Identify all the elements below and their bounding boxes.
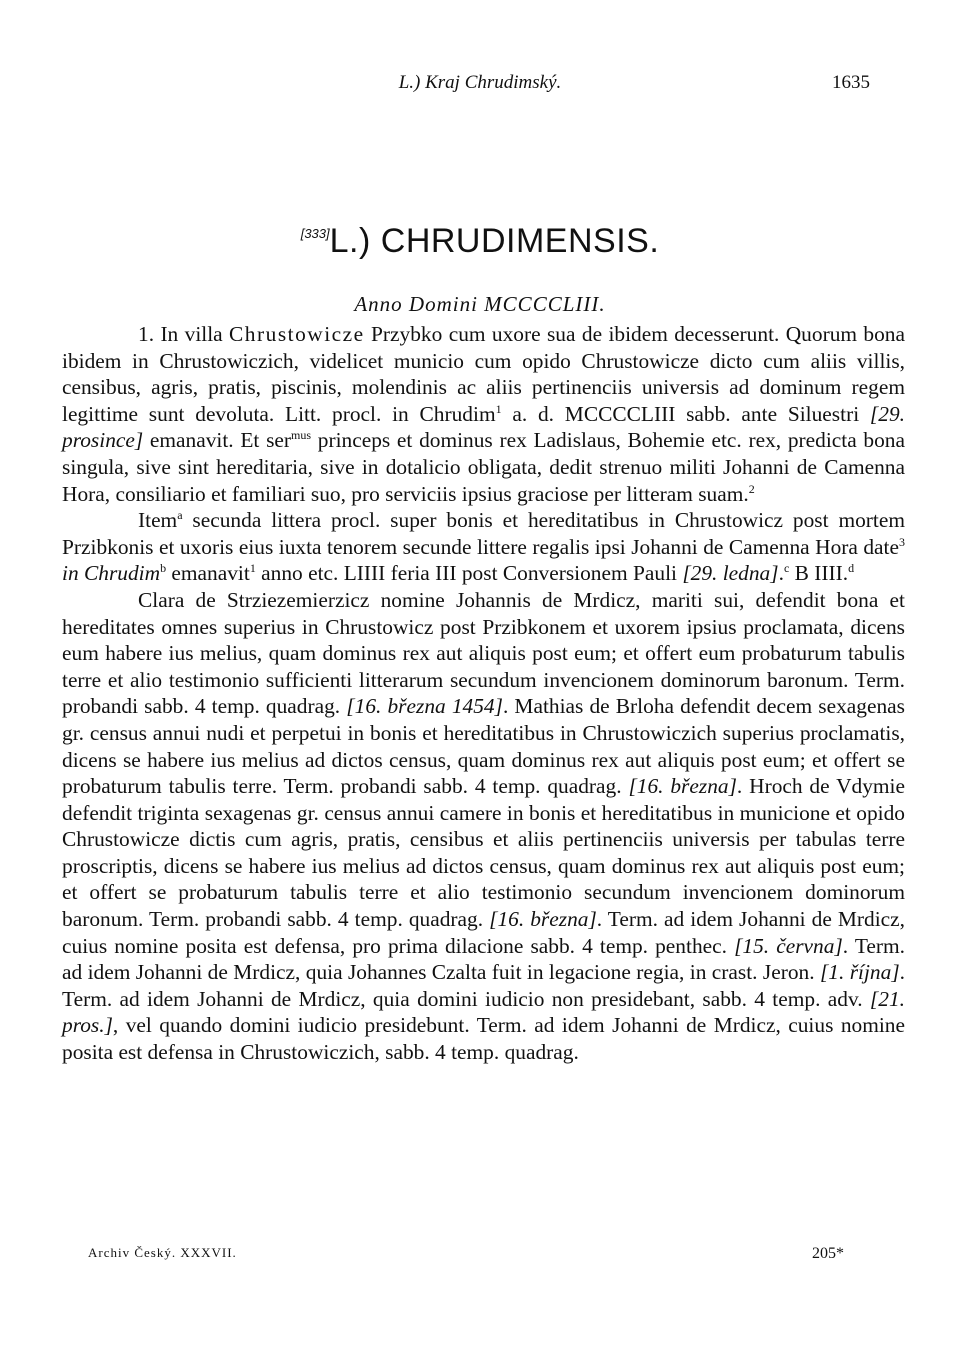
footnote-ref: d bbox=[848, 561, 855, 576]
subtitle: Anno Domini MCCCCLIII. bbox=[354, 292, 606, 316]
entry-number: 1. bbox=[138, 322, 155, 346]
document-body bbox=[62, 321, 905, 1066]
page-footer bbox=[0, 1245, 960, 1265]
paragraph-3: Clara de Strziezemierzicz nomine Johannis de Mrdicz, mariti sui, defendit bona et hereditates omnes superius in Chrustowicz post Przibkonem et uxorem ipsius proclamata, dicens eum habere ius melius, quam dominus rex aut aliquis post eum; et offert eum probaturum tabulis terre et alio testimonio sufficienti litterarum secundum invencionem dominorum baronum. Term. probandi sabb. 4 temp. quadrag. [16. března 1454]. Mathias de Brloha defendit decem sexagenas gr. census annui nudi et perpetui in bonis et hereditatibus in Chrustowiczich superius proclamatis, dicens se habere ius melius ad dictos census, quam dominus rex aut aliquis post eum; et offert se probaturum tabulis terre. Term. probandi sabb. 4 temp. quadrag. [16. března]. Hroch de Vdymie defendit triginta sexagenas gr. census annui camere in bonis et hereditatibus in municione et opido Chrustowicze dictis cum agris, pratis, censibus et aliis pertinenciis universis per tabulas terre proscriptis, dicens se habere ius melius ad dictos census, quam dominus rex aut aliquis post eum; et offert se probaturum tabulis terre et alio testimonio secundum invencionem dominorum baronum. Term. probandi sabb. 4 temp. quadrag. [16. března]. Term. ad idem Johanni de Mrdicz, cuius nomine posita est defensa, pro prima dilacione sabb. 4 temp. penthec. [15. června]. Term. ad idem Johanni de Mrdicz, quia Johannes Czalta fuit in legacione regia, in crast. Jeron. [1. října]. Term. ad idem Johanni de Mrdicz, quia domini iudicio non presidebant, sabb. 4 temp. adv. [21. pros.], vel quando domini iudicio presidebunt. Term. ad idem Johanni de Mrdicz, cuius nomine posita est defensa in Chrustowiczich, sabb. 4 temp. quadrag. bbox=[62, 587, 906, 1065]
section-title bbox=[0, 222, 960, 261]
footnote-ref: b bbox=[160, 561, 167, 576]
signature-mark: 205* bbox=[812, 1245, 844, 1262]
date-note: [1. října] bbox=[819, 960, 900, 985]
footnote-ref: 3 bbox=[899, 534, 905, 549]
page-number: 1635 bbox=[832, 72, 870, 93]
title-reference: [333] bbox=[300, 226, 330, 241]
running-head bbox=[0, 72, 960, 96]
date-note: [16. března] bbox=[489, 907, 597, 932]
date-note: [21. pros.] bbox=[62, 986, 905, 1038]
title-text: L.) CHRUDIMENSIS. bbox=[329, 222, 660, 260]
footnote-ref: 2 bbox=[748, 481, 755, 496]
paragraph-1: 1. In villa Chrustowicze Przybko cum uxore sua de ibidem decesserunt. Quorum bona ibidem in Chrustowiczich, videlicet municio cum opido Chrustowicze dicto cum aliis villis, censibus, agris, pratis, piscinis, molendinis ac aliis pertinenciis universis ad dominum regem legittime sunt devoluta. Litt. procl. in Chrudim$^1$ a. d. MCCCCLIII sabb. ante Siluestri [29. prosince] emanavit. Et ser$^{mus}$ princeps et dominus rex Ladislaus, Bohemie etc. rex, predicta bona singula, sive sint hereditaria, sive in dotalicio obligata, dedit strenuo militi Johanni de Camenna Hora, consiliario et familiari suo, pro serviciis ipsius graciose per litteram suam.$^2$ bbox=[62, 322, 905, 506]
date-note: [16. března 1454] bbox=[346, 694, 503, 719]
footnote-ref: 1 bbox=[249, 561, 256, 576]
place-name: Chrustowicze bbox=[229, 322, 365, 346]
date-note: [29. ledna] bbox=[682, 561, 779, 586]
footnote-ref: a bbox=[177, 508, 183, 523]
date-note: [15. června] bbox=[734, 933, 843, 958]
date-note: [29. prosince] bbox=[62, 401, 905, 453]
footer-source: Archiv Český. XXXVII. bbox=[88, 1245, 237, 1260]
date-note: [16. března] bbox=[628, 774, 737, 799]
footnote-ref: 1 bbox=[495, 401, 502, 416]
running-title: L.) Kraj Chrudimský. bbox=[398, 72, 562, 93]
paragraph-2: Item$^a$ secunda littera procl. super bonis et hereditatibus in Chrustowicz post mortem Przibkonis et uxoris eius iuxta tenorem secunde littere regalis ipsi Johanni de Camenna Hora date$^3$ in Chrudim$^b$ emanavit$^1$ anno etc. LIIII feria III post Conversionem Pauli [29. ledna].$^c$ B IIII.$^d$ bbox=[62, 508, 905, 586]
footnote-ref: c bbox=[783, 561, 790, 576]
